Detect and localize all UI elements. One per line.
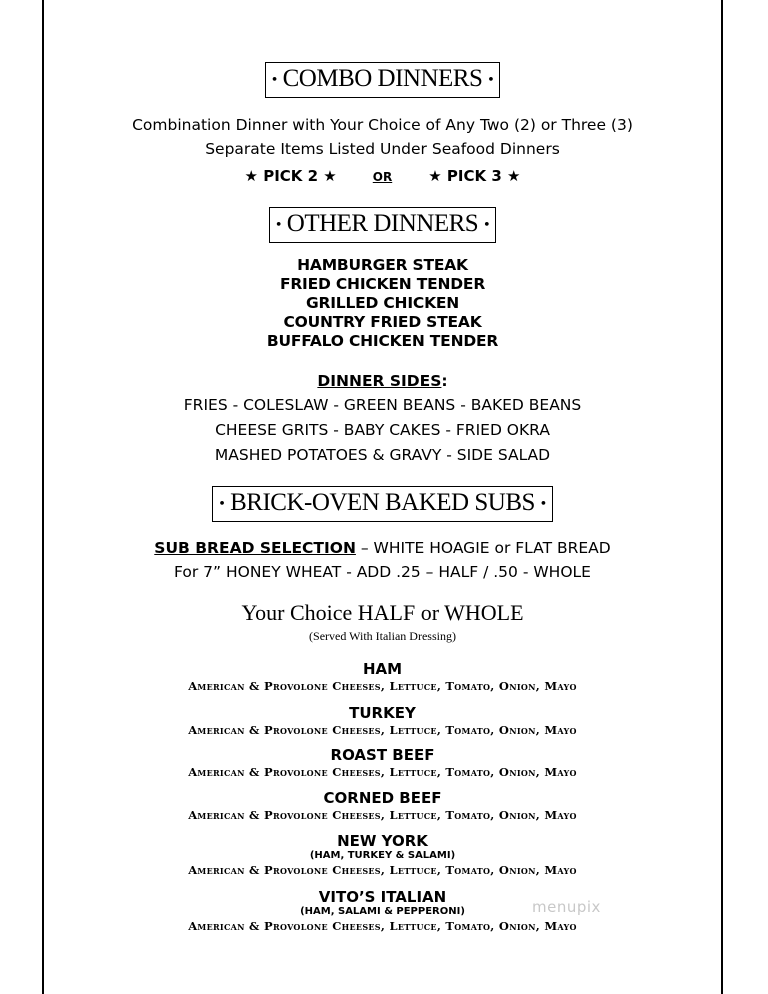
watermark: menupix [532, 898, 601, 916]
bullet-icon: • [488, 71, 494, 89]
sub-description: American & Provolone Cheeses, Lettuce, Tomato, Onion, Mayo [188, 808, 577, 822]
sub-item [44, 704, 721, 738]
other-title-box [269, 207, 496, 243]
bullet-icon: • [275, 216, 282, 234]
list-item: HAMBURGER STEAK [297, 256, 468, 274]
sub-ingredients-note: (HAM, TURKEY & SALAMI) [309, 850, 456, 861]
bullet-icon: • [219, 495, 225, 513]
combo-title: COMBO DINNERS [282, 65, 483, 92]
sub-ingredients-note: (HAM, SALAMI & PEPPERONI) [300, 906, 465, 917]
combo-section-header [44, 62, 721, 98]
sub-description: American & Provolone Cheeses, Lettuce, Tomato, Onion, Mayo [188, 765, 577, 779]
sub-name: CORNED BEEF [323, 789, 442, 807]
sides-line-3: MASHED POTATOES & GRAVY - SIDE SALAD [214, 446, 551, 464]
other-dinner-list [44, 256, 721, 351]
subs-section-header [44, 486, 721, 522]
sub-name: VITO’S ITALIAN [318, 888, 447, 906]
wheat-line: For 7” HONEY WHEAT - ADD .25 – HALF / .50 - WHOLE [174, 563, 591, 581]
sub-description: American & Provolone Cheeses, Lettuce, Tomato, Onion, Mayo [188, 919, 577, 933]
sub-item [44, 660, 721, 694]
bread-heading: SUB BREAD SELECTION [154, 539, 356, 557]
sub-description: American & Provolone Cheeses, Lettuce, Tomato, Onion, Mayo [188, 863, 577, 877]
sub-name: HAM [362, 660, 403, 678]
sides-line-2: CHEESE GRITS - BABY CAKES - FRIED OKRA [215, 421, 550, 439]
sub-description: American & Provolone Cheeses, Lettuce, Tomato, Onion, Mayo [188, 679, 577, 693]
combo-pick-row [44, 167, 721, 185]
pick-2: ★ PICK 2 ★ [244, 167, 337, 185]
list-item: FRIED CHICKEN TENDER [279, 275, 486, 293]
sides-colon: : [441, 372, 448, 390]
sub-item [44, 746, 721, 780]
sub-item [44, 832, 721, 878]
choice-line: Your Choice HALF or WHOLE [241, 600, 524, 625]
dinner-sides-heading [44, 369, 721, 393]
list-item: GRILLED CHICKEN [305, 294, 460, 312]
combo-line-1: Combination Dinner with Your Choice of Any Two (2) or Three (3) [132, 116, 633, 134]
combo-title-box [265, 62, 501, 98]
or-label: OR [372, 170, 393, 184]
bullet-icon: • [271, 71, 277, 89]
sides-line-1: FRIES - COLESLAW - GREEN BEANS - BAKED BEANS [183, 396, 582, 414]
bullet-icon: • [540, 495, 546, 513]
list-item: COUNTRY FRIED STEAK [283, 313, 482, 331]
list-item: BUFFALO CHICKEN TENDER [266, 332, 499, 350]
other-title: OTHER DINNERS [286, 210, 479, 237]
sub-item [44, 888, 721, 934]
sub-name: TURKEY [349, 704, 416, 722]
menu-page [42, 0, 723, 994]
sides-heading-text: DINNER SIDES [317, 372, 442, 390]
sub-item [44, 789, 721, 823]
sub-name: NEW YORK [337, 832, 428, 850]
sub-name: ROAST BEEF [330, 746, 435, 764]
sub-description: American & Provolone Cheeses, Lettuce, Tomato, Onion, Mayo [188, 723, 577, 737]
bread-selection-line [44, 536, 721, 560]
combo-line-2: Separate Items Listed Under Seafood Dinners [205, 140, 560, 158]
served-note: (Served With Italian Dressing) [309, 629, 456, 643]
bullet-icon: • [483, 216, 490, 234]
bread-options: – WHITE HOAGIE or FLAT BREAD [355, 539, 611, 557]
subs-title: BRICK-OVEN BAKED SUBS [230, 489, 535, 516]
subs-title-box [212, 486, 553, 522]
other-section-header [44, 207, 721, 243]
pick-3: ★ PICK 3 ★ [428, 167, 521, 185]
